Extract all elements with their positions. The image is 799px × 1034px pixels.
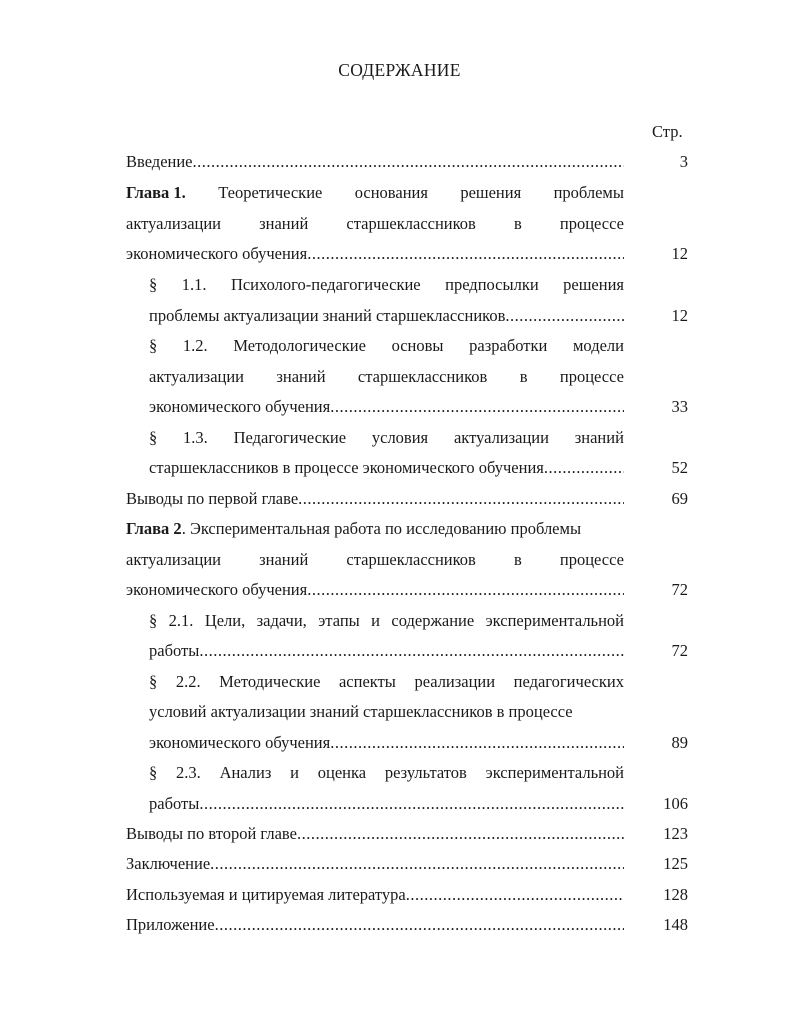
toc-section-1-3-line-2: старшеклассников в процессе экономического обучения .....: [149, 456, 624, 480]
toc-page-number: 123: [663, 824, 688, 843]
toc-section-2-2-line-1: § 2.2. Методические аспекты реализации педагогических: [149, 672, 624, 691]
toc-section-2-3-line-1: § 2.3. Анализ и оценка результатов экспериментальной: [149, 763, 624, 782]
toc-page-number: 12: [671, 306, 688, 325]
toc-page-number: 69: [671, 489, 688, 508]
toc-entry-conclusion: Заключение .....: [126, 852, 624, 876]
toc-page-number: 72: [671, 580, 688, 599]
toc-entry-appendix: Приложение .....: [126, 913, 624, 937]
toc-section-2-2-line-3: экономического обучения .....: [149, 731, 624, 755]
toc-page-number: 33: [671, 397, 688, 416]
toc-chapter-1-line-3: экономического обучения .....: [126, 242, 624, 266]
toc-section-1-2-line-3: экономического обучения .....: [149, 395, 624, 419]
toc-section-2-1-line-2: работы .....: [149, 639, 624, 663]
toc-page-number: 125: [663, 854, 688, 873]
toc-section-1-3-line-1: § 1.3. Педагогические условия актуализации знаний: [149, 428, 624, 447]
page-column-header: Стр.: [652, 122, 683, 141]
toc-section-2-2-line-2: условий актуализации знаний старшеклассников в процессе: [149, 702, 573, 721]
toc-entry-conclusions-1: Выводы по первой главе .....: [126, 487, 624, 511]
toc-chapter-2-line-2: актуализации знаний старшеклассников в процессе: [126, 550, 624, 569]
page-title: СОДЕРЖАНИЕ: [338, 60, 461, 80]
toc-section-1-1-line-1: § 1.1. Психолого-педагогические предпосылки решения: [149, 275, 624, 294]
toc-page-number: 128: [663, 885, 688, 904]
toc-page-number: 148: [663, 915, 688, 934]
toc-entry-intro: Введение .....: [126, 150, 624, 174]
toc-page-number: 72: [671, 641, 688, 660]
toc-chapter-1-line-2: актуализации знаний старшеклассников в процессе: [126, 214, 624, 233]
toc-page-number: 3: [679, 152, 688, 171]
toc-entry-literature: Используемая и цитируемая литература .....: [126, 883, 624, 907]
toc-page-number: 52: [671, 458, 688, 477]
toc-page-number: 89: [671, 733, 688, 752]
toc-entry-conclusions-2: Выводы по второй главе .....: [126, 822, 624, 846]
toc-section-1-2-line-1: § 1.2. Методологические основы разработки модели: [149, 336, 624, 355]
toc-chapter-2-line-3: экономического обучения .....: [126, 578, 624, 602]
toc-section-2-1-line-1: § 2.1. Цели, задачи, этапы и содержание экспериментальной: [149, 611, 624, 630]
toc-page-number: 106: [663, 794, 688, 813]
toc-chapter-1-line-1: Глава 1. Теоретические основания решения проблемы: [126, 183, 624, 202]
toc-section-2-3-line-2: работы .....: [149, 792, 624, 816]
toc-section-1-1-line-2: проблемы актуализации знаний старшеклассников .....: [149, 304, 624, 328]
toc-section-1-2-line-2: актуализации знаний старшеклассников в процессе: [149, 367, 624, 386]
toc-chapter-2-line-1: Глава 2. Экспериментальная работа по исследованию проблемы: [126, 519, 582, 538]
toc-page-number: 12: [671, 244, 688, 263]
